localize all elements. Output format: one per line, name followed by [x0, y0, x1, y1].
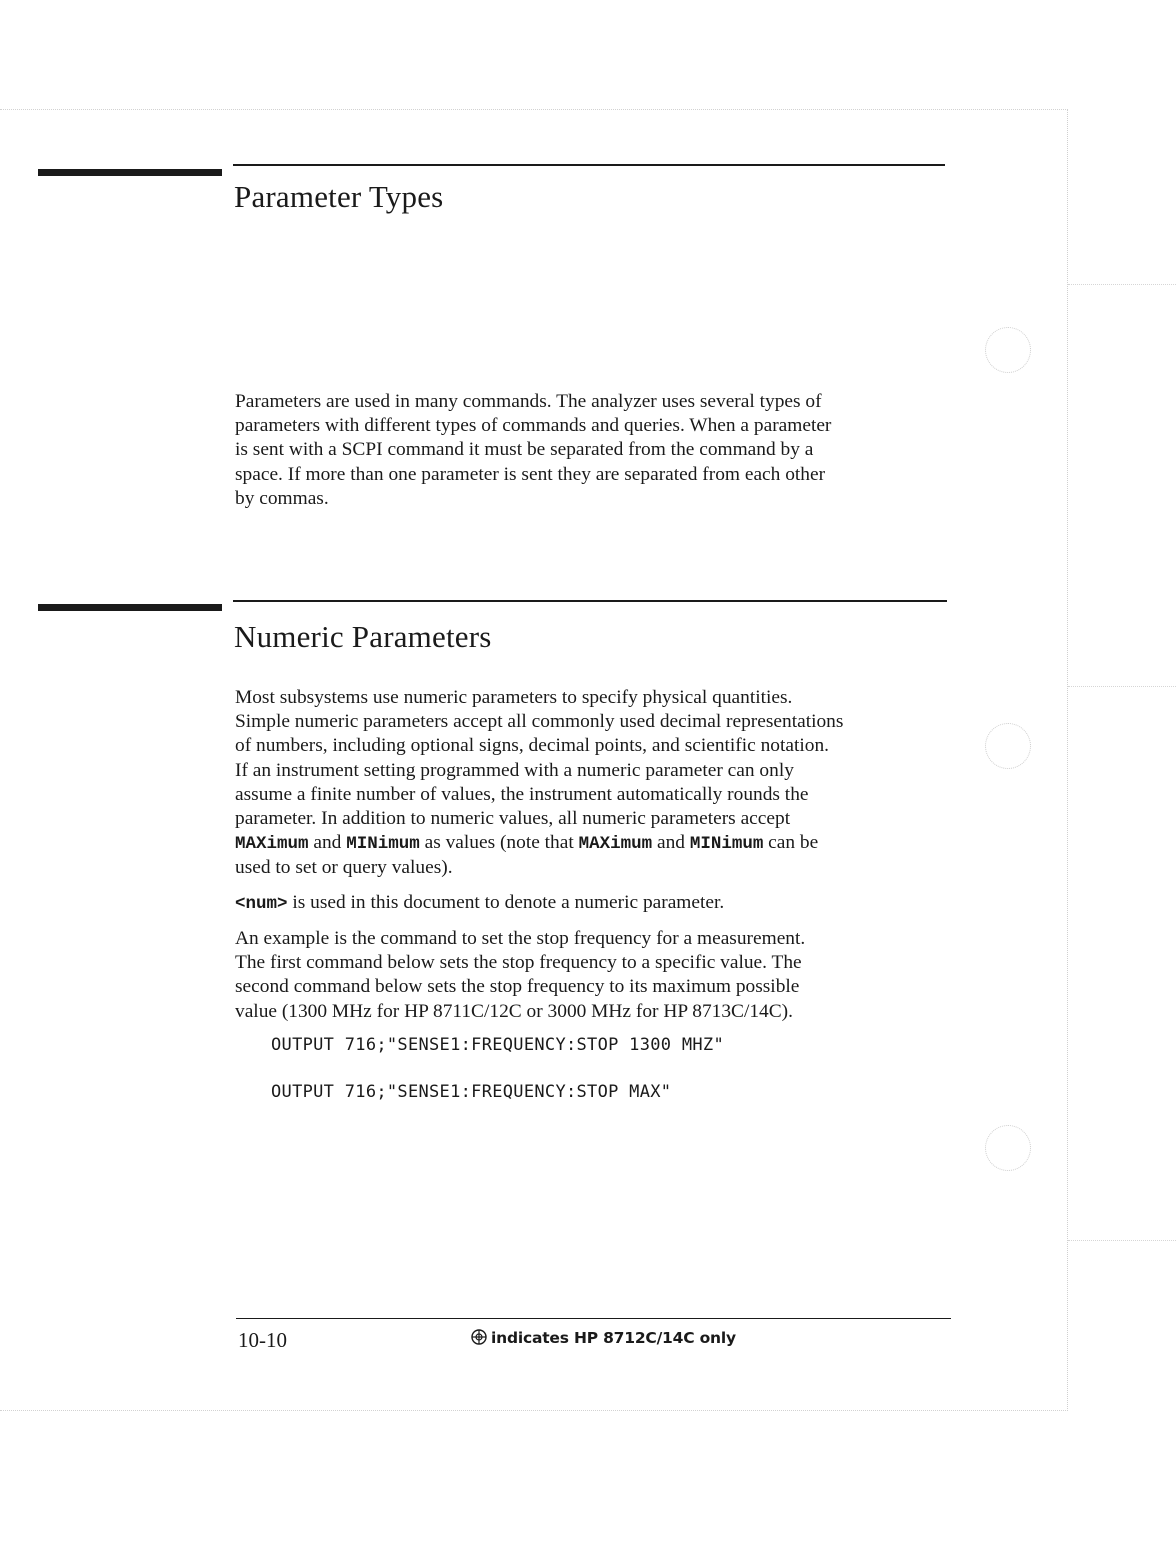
footer-note-text: indicates HP 8712C/14C only	[491, 1329, 736, 1347]
footer-rule	[236, 1318, 951, 1319]
text-line: Parameters are used in many commands. The analyzer uses several types of	[235, 391, 822, 412]
section-heading: Parameter Types	[234, 179, 444, 214]
text-line: assume a finite number of values, the instrument automatically rounds the	[235, 783, 809, 805]
section-rule-thick	[38, 169, 222, 176]
text-line: parameter. In addition to numeric values, all numeric parameters accept	[235, 808, 791, 830]
footer-note	[471, 1329, 736, 1347]
text-fragment: as values (note that	[419, 832, 579, 854]
section-heading: Numeric Parameters	[234, 619, 492, 654]
text-line: second command below sets the stop frequency to its maximum possible	[235, 976, 800, 998]
page-edge-top	[0, 109, 1068, 110]
paragraph	[235, 686, 960, 881]
keyword-num: <num>	[235, 894, 288, 914]
text-line: value (1300 MHz for HP 8711C/12C or 3000 MHz for HP 8713C/14C).	[235, 1000, 793, 1022]
paragraph	[235, 891, 960, 916]
text-fragment: is used in this document to denote a numeric parameter.	[287, 892, 725, 913]
tab-mark	[1068, 284, 1176, 285]
text-line: If an instrument setting programmed with a numeric parameter can only	[235, 759, 794, 781]
tab-mark	[1068, 1240, 1176, 1241]
keyword-min: MINimum	[346, 834, 420, 855]
page-edge-bottom	[0, 1410, 1068, 1411]
text-line: is sent with a SCPI command it must be separated from the command by a	[235, 439, 814, 461]
text-line	[235, 891, 960, 916]
tab-mark	[1068, 686, 1176, 687]
text-fragment: and	[652, 832, 690, 854]
text-line: Most subsystems use numeric parameters to specify physical quantities.	[235, 687, 793, 708]
text-line: used to set or query values).	[235, 857, 453, 879]
text-fragment: can be	[763, 832, 819, 854]
text-line: space. If more than one parameter is sent they are separated from each other	[235, 463, 826, 485]
section-rule-thin	[233, 600, 947, 602]
binder-hole	[985, 1125, 1031, 1171]
symbol-icon	[471, 1329, 487, 1345]
section-rule-thick	[38, 604, 222, 611]
text-line: The first command below sets the stop frequency to a specific value. The	[235, 952, 802, 974]
text-line: Simple numeric parameters accept all commonly used decimal representations	[235, 711, 844, 733]
keyword-max: MAXimum	[235, 834, 309, 855]
text-fragment: and	[308, 832, 347, 854]
text-line	[235, 831, 960, 856]
keyword-max: MAXimum	[578, 834, 653, 855]
keyword-min: MINimum	[689, 834, 764, 855]
page-edge-right	[1067, 109, 1068, 1411]
code-line: OUTPUT 716;"SENSE1:FREQUENCY:STOP MAX"	[271, 1082, 672, 1102]
text-line: parameters with different types of commands and queries. When a parameter	[235, 415, 832, 437]
page-number: 10-10	[238, 1328, 287, 1352]
binder-hole	[985, 723, 1031, 769]
code-line: OUTPUT 716;"SENSE1:FREQUENCY:STOP 1300 MHZ"	[271, 1035, 724, 1055]
section-rule-thin	[233, 164, 945, 166]
paragraph	[235, 927, 960, 1024]
text-line: of numbers, including optional signs, decimal points, and scientific notation.	[235, 735, 830, 757]
text-line: An example is the command to set the stop frequency for a measurement.	[235, 928, 806, 949]
binder-hole	[985, 327, 1031, 373]
paragraph	[235, 390, 960, 511]
text-line: by commas.	[235, 487, 329, 509]
